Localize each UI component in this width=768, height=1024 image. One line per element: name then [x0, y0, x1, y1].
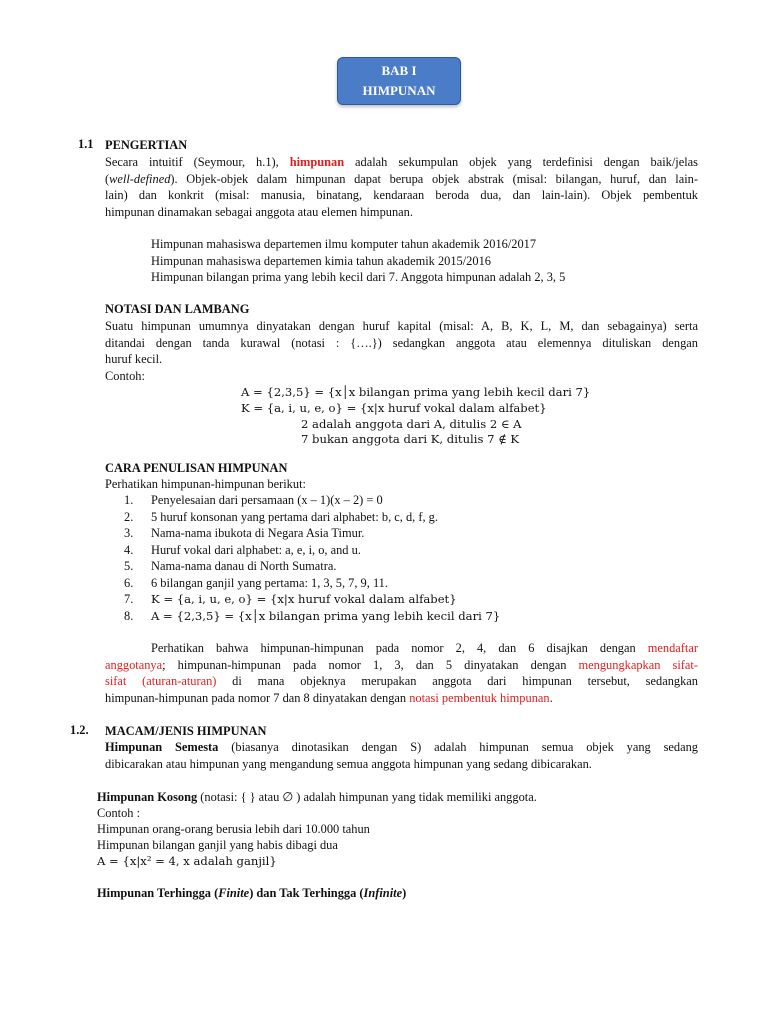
paragraph-line: huruf kecil. — [105, 352, 163, 366]
keyword-himpunan: himpunan — [289, 155, 345, 169]
section-number: 1.1 — [78, 137, 94, 151]
example-line: Himpunan mahasiswa departemen ilmu komputer tahun akademik 2016/2017 — [151, 237, 537, 251]
example-line: Himpunan mahasiswa departemen kimia tahun akademik 2015/2016 — [151, 254, 491, 268]
universal-set-paragraph — [105, 739, 698, 772]
subsection-title: CARA PENULISAN HIMPUNAN — [105, 461, 288, 475]
section-title: PENGERTIAN — [105, 138, 188, 152]
contoh-label: Contoh: — [105, 368, 145, 383]
contoh-label: Contoh : — [97, 806, 141, 820]
paragraph-line: sifat (aturan-aturan) di mana objeknya merupakan anggota dari himpunan tersebut, sedangkan — [105, 674, 698, 688]
paragraph-line: anggotanya; himpunan-himpunan pada nomor 1, 3, dan 5 dinyatakan dengan mengungkapkan sifat- — [105, 657, 699, 672]
chapter-title: HIMPUNAN — [362, 83, 436, 98]
math-expression: A = {x|x² = 4, x adalah ganjil} — [97, 854, 277, 868]
math-expression: A = {2,3,5} = {x│x bilangan prima yang lebih kecil dari 7} — [241, 385, 591, 399]
paragraph-line: himpunan-himpunan pada nomor 7 dan 8 dinyatakan dengan notasi pembentuk himpunan. — [105, 690, 553, 705]
example-line: Himpunan orang-orang berusia lebih dari 10.000 tahun — [97, 822, 370, 836]
chapter-title-box — [337, 57, 461, 105]
paragraph-line: Secara intuitif (Seymour, h.1), himpunan adalah sekumpulan objek yang terdefinisi dengan baik/jelas — [105, 155, 698, 169]
section-title: MACAM/JENIS HIMPUNAN — [105, 724, 267, 738]
subsection-title: Himpunan Terhingga (Finite) dan Tak Terhingga (Infinite) — [97, 886, 407, 900]
chapter-number: BAB I — [381, 63, 417, 78]
section-number: 1.2. — [70, 723, 89, 737]
example-line: Himpunan bilangan prima yang lebih kecil dari 7. Anggota himpunan adalah 2, 3, 5 — [151, 270, 566, 284]
definition-paragraph — [105, 154, 698, 220]
math-expression: 2 adalah anggota dari A, ditulis 2 ∈ A — [301, 417, 522, 431]
empty-set-definition: Himpunan Kosong (notasi: { } atau ∅ ) adalah himpunan yang tidak memiliki anggota. — [97, 790, 537, 804]
example-line: Himpunan bilangan ganjil yang habis dibagi dua — [97, 838, 338, 852]
paragraph-line: (well-defined). Objek-objek dalam himpunan dapat berupa objek abstrak (misal: bilangan, huruf, dan lain- — [105, 171, 698, 186]
paragraph-line: Himpunan Semesta (biasanya dinotasikan dengan S) adalah himpunan semua objek yang sedang — [105, 740, 698, 754]
explanation-paragraph — [105, 640, 698, 706]
math-expression: 7 bukan anggota dari K, ditulis 7 ∉ K — [301, 432, 520, 446]
paragraph-line: ditandai dengan tanda kurawal (notasi : {….}) sedangkan anggota atau elemennya dituliskan dengan — [105, 335, 698, 350]
paragraph-line: Perhatikan bahwa himpunan-himpunan pada nomor 2, 4, dan 6 disajkan dengan mendaftar — [151, 641, 698, 655]
paragraph-line: Suatu himpunan umumnya dinyatakan dengan huruf kapital (misal: A, B, K, L, M, dan sebagainya) serta — [105, 319, 698, 333]
list-intro: Perhatikan himpunan-himpunan berikut: — [105, 477, 306, 491]
paragraph-line: himpunan dinamakan sebagai anggota atau elemen himpunan. — [105, 204, 413, 219]
notation-paragraph — [105, 318, 698, 384]
paragraph-line: lain) dan konkrit (misal: manusia, binatang, kendaraan beroda dua, dan lain-lain). Objek pembentuk — [105, 188, 698, 202]
subsection-title: NOTASI DAN LAMBANG — [105, 302, 250, 316]
math-expression: K = {a, i, u, e, o} = {x|x huruf vokal dalam alfabet} — [241, 401, 547, 415]
paragraph-line: dibicarakan atau himpunan yang mengandung semua anggota himpunan yang sedang dibicarakan. — [105, 756, 592, 771]
